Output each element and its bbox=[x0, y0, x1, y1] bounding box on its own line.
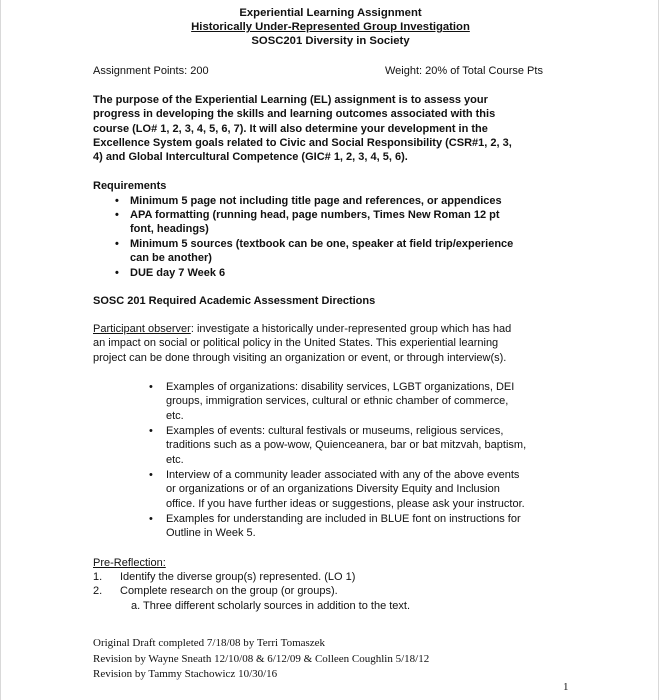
revision-line: Original Draft completed 7/18/08 by Terri Tomaszek bbox=[93, 637, 326, 649]
bullet-icon: • bbox=[149, 381, 153, 393]
prereflection-item: 1. Identify the diverse group(s) represented. (LO 1) bbox=[93, 571, 356, 583]
directions-heading: SOSC 201 Required Academic Assessment Directions bbox=[93, 295, 376, 307]
item-number: 2. bbox=[93, 585, 103, 597]
bullet-icon: • bbox=[115, 267, 119, 279]
purpose-line: 4) and Global Intercultural Competence (GIC# 1, 2, 3, 4, 5, 6). bbox=[93, 151, 408, 164]
participant-label: Participant observer bbox=[93, 323, 191, 335]
participant-line: Participant observer: investigate a historically under-represented group which has had bbox=[93, 323, 512, 335]
revision-history bbox=[93, 636, 429, 683]
prereflection-item: 2. Complete research on the group (or groups). bbox=[93, 585, 338, 597]
page-number: 1 bbox=[563, 681, 569, 693]
bullet-icon: • bbox=[149, 513, 153, 525]
prereflection-subitem: a. Three different scholarly sources in addition to the text. bbox=[131, 600, 411, 612]
purpose-line: Excellence System goals related to Civic and Social Responsibility (CSR#1, 2, 3, bbox=[93, 136, 512, 149]
revision-line: Revision by Tammy Stachowicz 10/30/16 bbox=[93, 668, 278, 680]
bullet-icon: • bbox=[115, 195, 119, 207]
requirements-heading: Requirements bbox=[93, 180, 167, 192]
bullet-icon: • bbox=[149, 425, 153, 437]
bullet-icon: • bbox=[149, 469, 153, 481]
purpose-paragraph bbox=[93, 93, 593, 164]
purpose-line: The purpose of the Experiential Learning (EL) assignment is to assess your bbox=[93, 94, 488, 106]
participant-line: an impact on social or political policy in the United States. This experiential learning bbox=[93, 337, 499, 350]
document-page: Experiential Learning Assignment Historically Under-Represented Group Investigation SOSC201 Diversity in Society Assignment Points: 200 Weight: 20% of Total Course Pts The purpose of the Experiential Learning (EL) assignment is to assess your progress in developing the skills and learning outcomes associated with this course (LO# 1, 2, 3, 4, 5, 6, 7). It will also determine your development in the Excellence System goals related to Civic and Social Responsibility (CSR#1, 2, 3, 4) and Global Intercultural Competence (GIC# 1, 2, 3, 4, 5, 6). Requirements • Minimum 5 page not including title page and references, or appendices • APA formatting (running head, page numbers, Times New Roman 12 pt font, headings) • Minimum 5 sources (textbook can be one, speaker at field trip/experience can be another) • DUE day 7 Week 6 SOSC 201 Required Academic Assessment Directions Participant observer: investigate a historically under-represented group which has had an impact on social or political policy in the United States. This experiential learning project can be done through visiting an organization or event, or through interview(s). • Examples of organizations: disability services, LGBT organizations, DEI groups, immigration services, cultural or ethnic chamber of commerce, etc. • Examples of events: cultural festivals or museums, religious services, traditions such as a pow-wow, Quienceanera, bar or bat mitzvah, baptism, etc. • Interview of a community leader associated with any of the above events or organizations or of an organizations Diversity Equity and Inclusion office. If you have further ideas or suggestions, please ask your instructor. • Examples for understanding are included in BLUE font on instructions for Outline in Week 5. Pre-Reflection: 1. Identify the diverse group(s) represented. (LO 1) 2. Complete research on the group (or groups). a. Three different scholarly sources in addition to the text. Original Draft completed 7/18/08 by Terri Tomaszek Revision by Wayne Sneath 12/10/08 & 6/12/09 & Colleen Coughlin 5/18/12 Revision by Tammy Stachowicz 10/30/16 1 bbox=[0, 0, 659, 700]
document-title: Experiential Learning Assignment bbox=[239, 7, 422, 19]
purpose-line: progress in developing the skills and learning outcomes associated with this bbox=[93, 108, 496, 121]
assignment-points: Assignment Points: 200 bbox=[93, 65, 209, 77]
assignment-weight: Weight: 20% of Total Course Pts bbox=[385, 65, 543, 77]
prereflection-heading: Pre-Reflection: bbox=[93, 557, 166, 569]
document-subtitle: Historically Under-Represented Group Investigation bbox=[191, 21, 470, 33]
purpose-line: course (LO# 1, 2, 3, 4, 5, 6, 7). It will also determine your development in the bbox=[93, 122, 488, 135]
item-number: 1. bbox=[93, 571, 103, 583]
bullet-icon: • bbox=[115, 238, 119, 250]
course-name: SOSC201 Diversity in Society bbox=[251, 35, 410, 47]
bullet-icon: • bbox=[115, 209, 119, 221]
participant-line: project can be done through visiting an organization or event, or through interview(s). bbox=[93, 351, 507, 364]
revision-line: Revision by Wayne Sneath 12/10/08 & 6/12/09 & Colleen Coughlin 5/18/12 bbox=[93, 652, 430, 665]
participant-paragraph bbox=[93, 322, 603, 365]
